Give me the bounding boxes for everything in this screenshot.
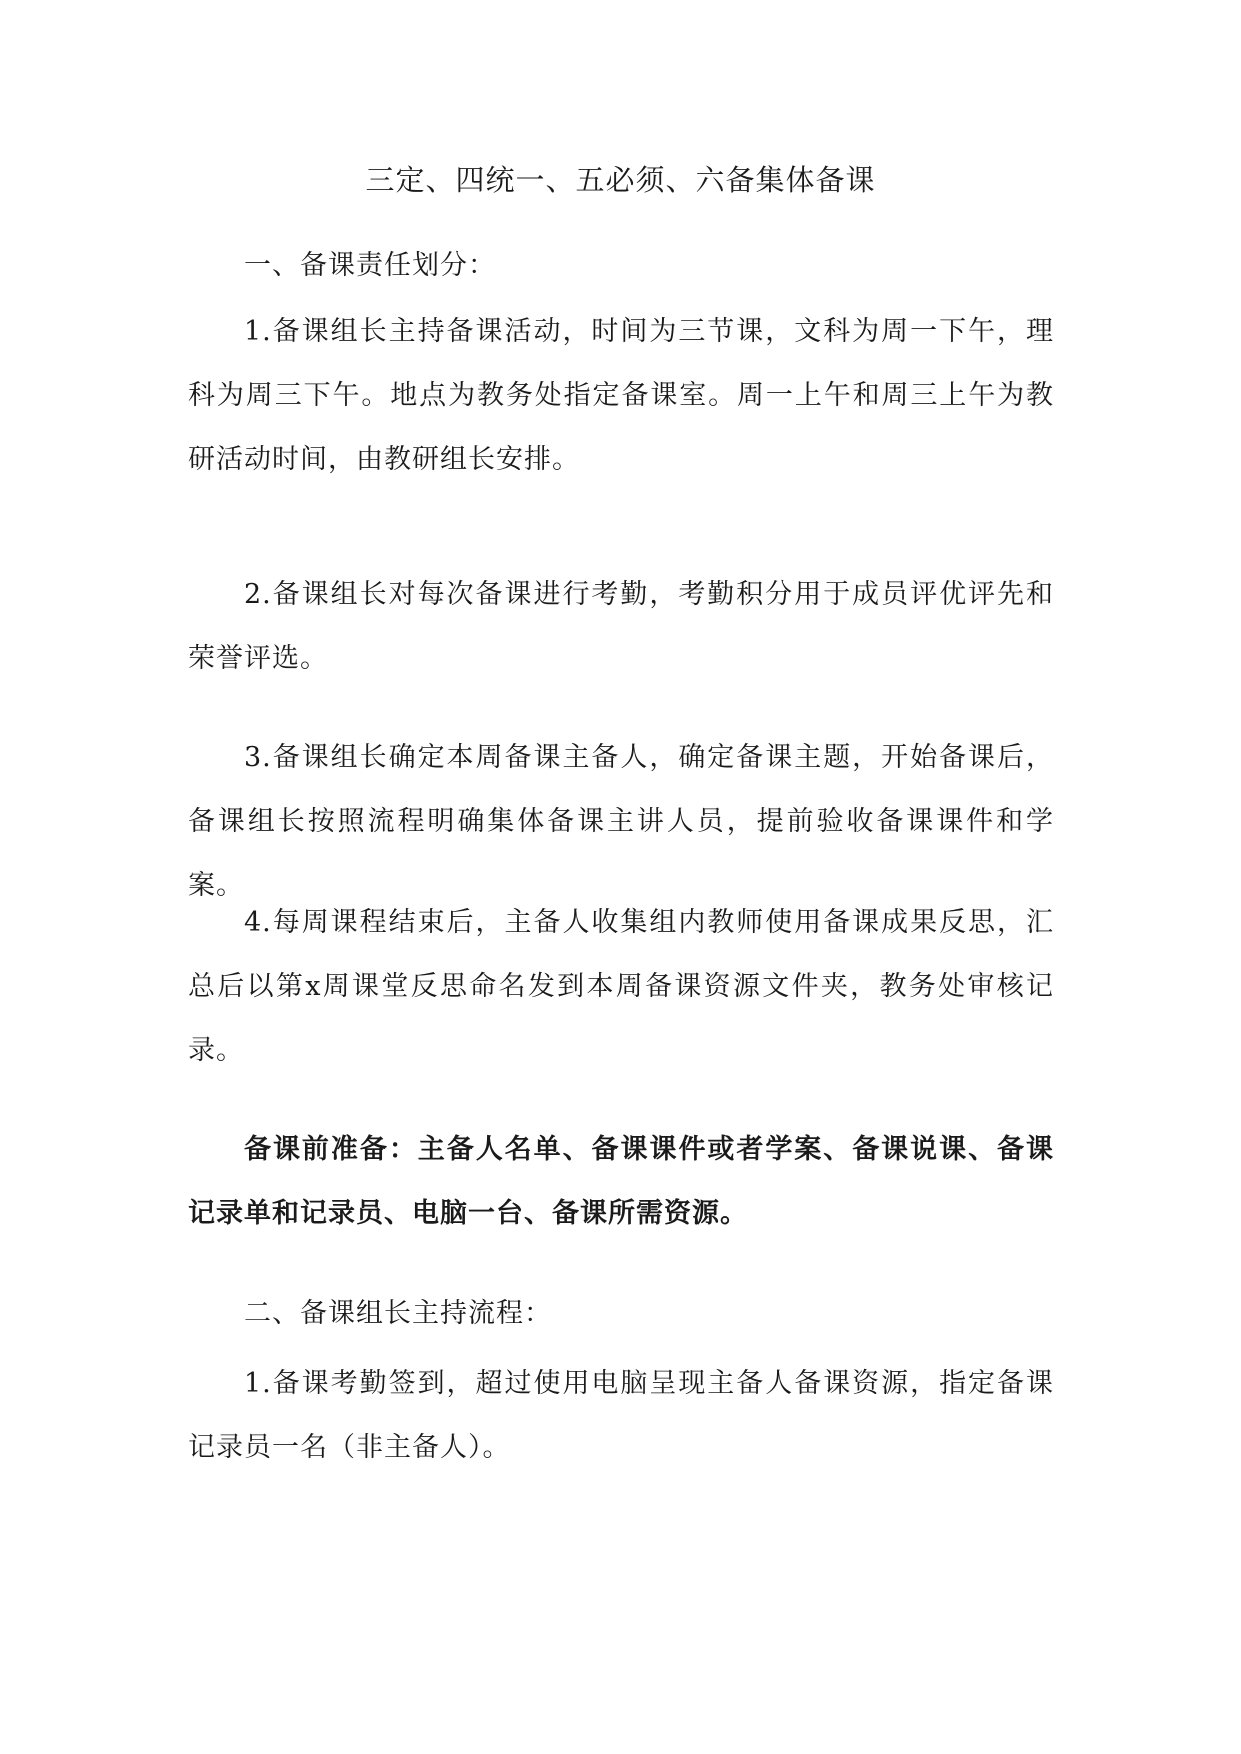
preparation-paragraph: 备课前准备：主备人名单、备课课件或者学案、备课说课、备课记录单和记录员、电脑一台、备课所需资源。 — [188, 1134, 1054, 1229]
paragraph-item-4: 4.每周课程结束后，主备人收集组内教师使用备课成果反思，汇总后以第x周课堂反思命名发到本周备课资源文件夹，教务处审核记录。 — [188, 907, 1054, 1066]
paragraph-item-1: 1.备课组长主持备课活动，时间为三节课，文科为周一下午，理科为周三下午。地点为教务处指定备课室。周一上午和周三上午为教研活动时间，由教研组长安排。 — [188, 316, 1054, 475]
section-heading-responsibilities: 一、备课责任划分： — [244, 250, 496, 281]
paragraph-item-3: 3.备课组长确定本周备课主备人，确定备课主题，开始备课后，备课组长按照流程明确集体备课主讲人员，提前验收备课课件和学案。 — [188, 742, 1054, 901]
paragraph-item-2: 2.备课组长对每次备课进行考勤，考勤积分用于成员评优评先和荣誉评选。 — [188, 579, 1054, 674]
section-heading-process: 二、备课组长主持流程： — [244, 1298, 552, 1329]
process-item-1: 1.备课考勤签到，超过使用电脑呈现主备人备课资源，指定备课记录员一名（非主备人）。 — [188, 1368, 1054, 1463]
document-title: 三定、四统一、五必须、六备集体备课 — [365, 163, 876, 197]
